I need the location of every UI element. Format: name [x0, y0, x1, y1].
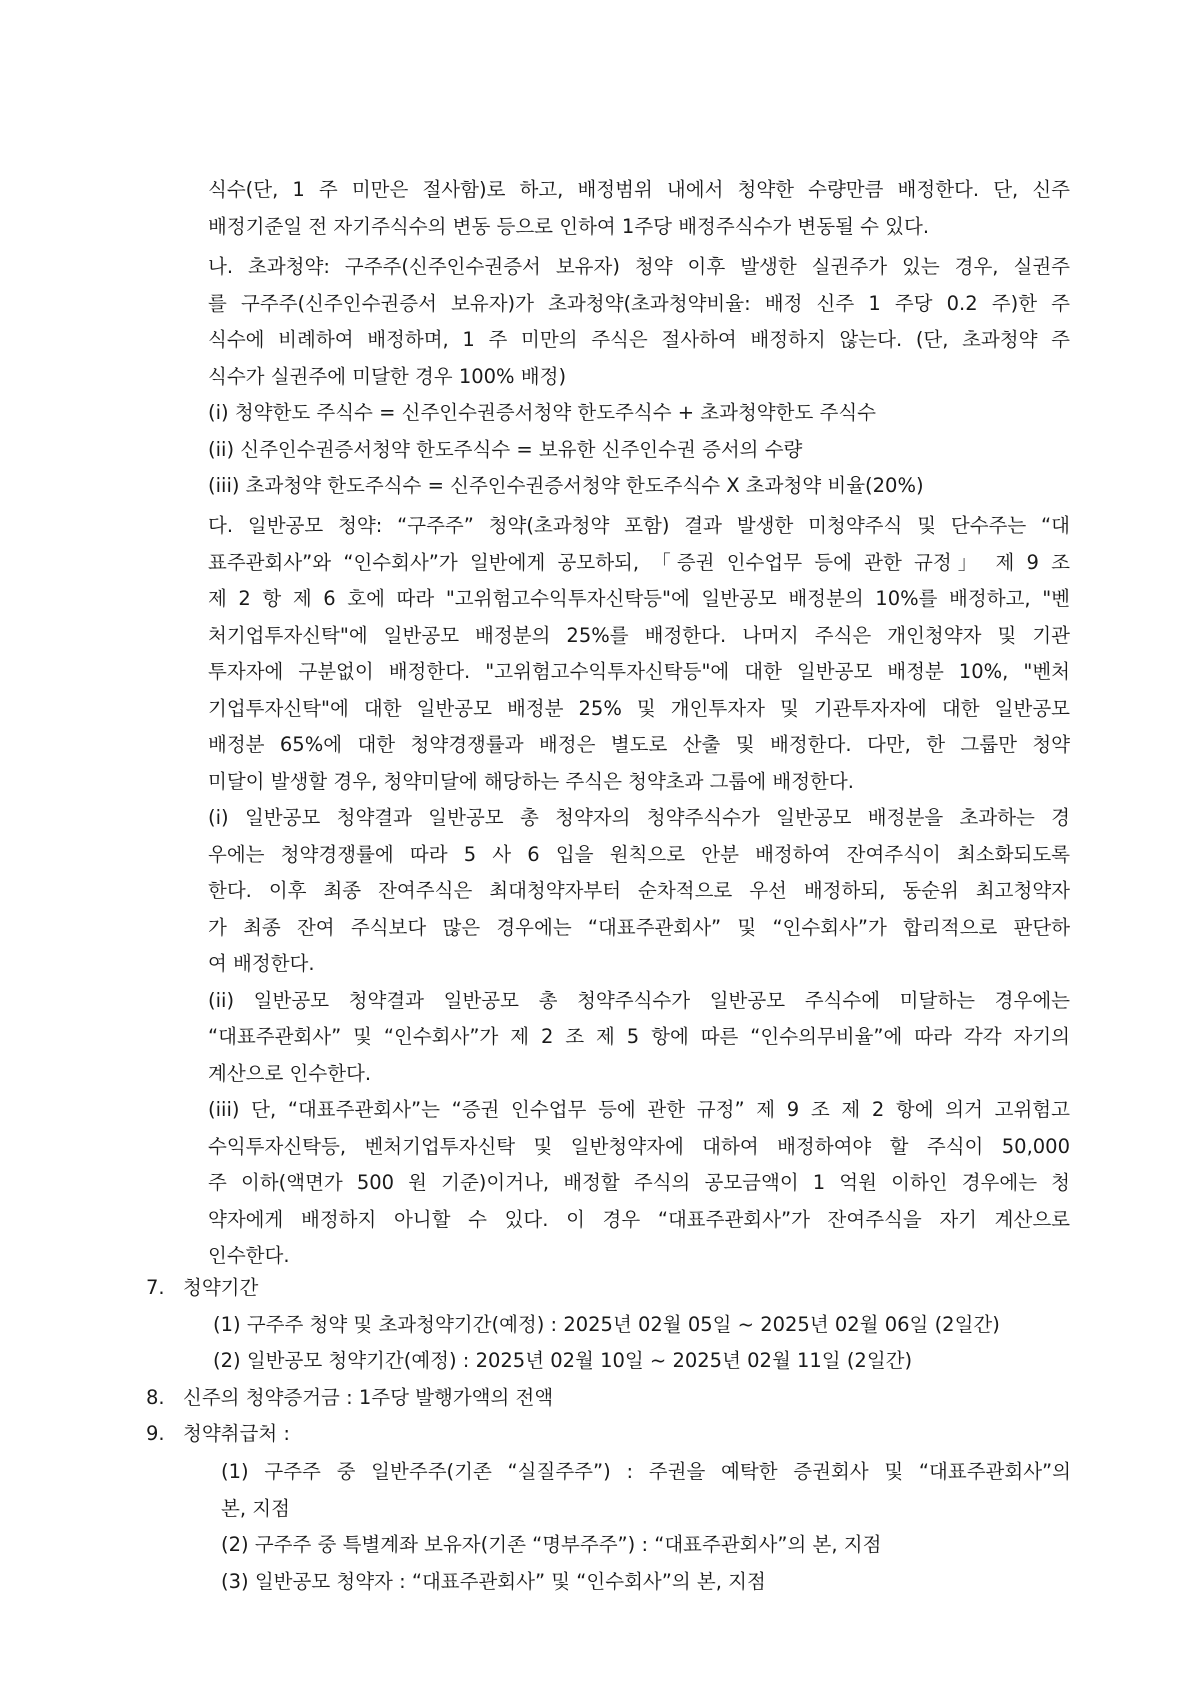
sub-item-line: (i) 일반공모 청약결과 일반공모 총 청약자의 청약주식수가 일반공모 배정분을 초과하는 경 — [208, 806, 1070, 829]
sub-item-line: (3) 일반공모 청약자 : “대표주관회사” 및 “인수회사”의 본, 지점 — [221, 1569, 766, 1593]
section-title: 청약취급처 : — [183, 1422, 290, 1445]
sub-item-line: 한다. 이후 최종 잔여주식은 최대청약자부터 순차적으로 우선 배정하되, 동순위 최고청약자 — [208, 879, 1070, 902]
text-line: 식수에 비례하여 배정하며, 1 주 미만의 주식은 절사하여 배정하지 않는다. (단, 초과청약 주 — [208, 328, 1070, 351]
sub-item-line: 계산으로 인수한다. — [208, 1061, 372, 1085]
public-offering-paragraph — [208, 508, 1070, 1275]
sub-item-line: “대표주관회사” 및 “인수회사”가 제 2 조 제 5 항에 따른 “인수의무비율”에 따라 각각 자기의 — [208, 1025, 1070, 1048]
oversubscription-paragraph — [208, 249, 1070, 505]
subscription-period-section — [183, 1270, 1073, 1380]
formula-line: (iii) 초과청약 한도주식수 = 신주인수권증서청약 한도주식수 X 초과청약 비율(20%) — [208, 474, 924, 497]
sub-item-line: (2) 일반공모 청약기간(예정) : 2025년 02월 10일 ~ 2025년 02월 11일 (2일간) — [213, 1349, 913, 1372]
subscription-venue-list — [221, 1454, 1071, 1600]
intro-paragraph — [208, 172, 1070, 245]
sub-item-line: 본, 지점 — [221, 1496, 290, 1520]
text-line: 를 구주주(신주인수권증서 보유자)가 초과청약(초과청약비율: 배정 신주 1 주당 0.2 주)한 주 — [208, 291, 1070, 315]
item-number: 9. — [146, 1422, 165, 1445]
sub-item-line: (1) 구주주 청약 및 초과청약기간(예정) : 2025년 02월 05일 ~ 2025년 02월 06일 (2일간) — [213, 1312, 1000, 1336]
text-line: 처기업투자신탁"에 일반공모 배정분의 25%를 배정한다. 나머지 주식은 개인청약자 및 기관 — [208, 623, 1070, 647]
formula-line: (i) 청약한도 주식수 = 신주인수권증서청약 한도주식수 + 초과청약한도 주식수 — [208, 401, 877, 424]
sub-item-line: 수익투자신탁등, 벤처기업투자신탁 및 일반청약자에 대하여 배정하여야 할 주식이 50,000 — [208, 1134, 1070, 1158]
sub-item-line: (2) 구주주 중 특별계좌 보유자(기존 “명부주주”) : “대표주관회사”의 본, 지점 — [221, 1533, 882, 1556]
sub-item-line: (iii) 단, “대표주관회사”는 “증권 인수업무 등에 관한 규정” 제 9 조 제 2 항에 의거 고위험고 — [208, 1098, 1070, 1121]
sub-item-line: 주 이하(액면가 500 원 기준)이거나, 배정할 주식의 공모금액이 1 억원 이하인 경우에는 청 — [208, 1171, 1070, 1194]
item-number: 8. — [146, 1386, 165, 1409]
text-line: 식수(단, 1 주 미만은 절사함)로 하고, 배정범위 내에서 청약한 수량만큼 배정한다. 단, 신주 — [208, 178, 1070, 201]
text-line: 투자자에 구분없이 배정한다. "고위험고수익투자신탁등"에 대한 일반공모 배정분 10%, "벤처 — [208, 660, 1070, 683]
sub-item-line: (1) 구주주 중 일반주주(기존 “실질주주”) : 주권을 예탁한 증권회사 및 “대표주관회사”의 — [221, 1460, 1071, 1483]
text-line: 미달이 발생할 경우, 청약미달에 해당하는 주식은 청약초과 그룹에 배정한다. — [208, 769, 854, 793]
sub-item-line: 가 최종 잔여 주식보다 많은 경우에는 “대표주관회사” 및 “인수회사”가 합리적으로 판단하 — [208, 915, 1070, 939]
deposit-section: 신주의 청약증거금 : 1주당 발행가액의 전액 — [183, 1386, 554, 1409]
text-line: 배정기준일 전 자기주식수의 변동 등으로 인하여 1주당 배정주식수가 변동될 수 있다. — [208, 214, 930, 238]
item-number: 7. — [146, 1276, 165, 1299]
text-line: 제 2 항 제 6 호에 따라 "고위험고수익투자신탁등"에 일반공모 배정분의 10%를 배정하고, "벤 — [208, 587, 1070, 610]
sub-item-line: 우에는 청약경쟁률에 따라 5 사 6 입을 원칙으로 안분 배정하여 잔여주식이 최소화되도록 — [208, 842, 1070, 866]
text-line: 배정분 65%에 대한 청약경쟁률과 배정은 별도로 산출 및 배정한다. 다만, 한 그룹만 청약 — [208, 733, 1070, 756]
text-line: 나. 초과청약: 구주주(신주인수권증서 보유자) 청약 이후 발생한 실권주가 있는 경우, 실권주 — [208, 255, 1070, 278]
text-line: 식수가 실권주에 미달한 경우 100% 배정) — [208, 364, 567, 388]
sub-item-line: 약자에게 배정하지 아니할 수 있다. 이 경우 “대표주관회사”가 잔여주식을 자기 계산으로 — [208, 1207, 1070, 1231]
text-line: 표주관회사”와 “인수회사”가 일반에게 공모하되, 「증권 인수업무 등에 관한 규정」 제 9 조 — [208, 550, 1070, 574]
sub-item-line: 여 배정한다. — [208, 952, 315, 975]
section-title: 청약기간 — [183, 1276, 259, 1299]
formula-line: (ii) 신주인수권증서청약 한도주식수 = 보유한 신주인수권 증서의 수량 — [208, 437, 803, 461]
text-line: 기업투자신탁"에 대한 일반공모 배정분 25% 및 개인투자자 및 기관투자자에 대한 일반공모 — [208, 696, 1070, 720]
text-line: 다. 일반공모 청약: “구주주” 청약(초과청약 포함) 결과 발생한 미청약주식 및 단수주는 “대 — [208, 514, 1070, 537]
sub-item-line: 인수한다. — [208, 1244, 290, 1267]
sub-item-line: (ii) 일반공모 청약결과 일반공모 총 청약주식수가 일반공모 주식수에 미달하는 경우에는 — [208, 988, 1070, 1012]
